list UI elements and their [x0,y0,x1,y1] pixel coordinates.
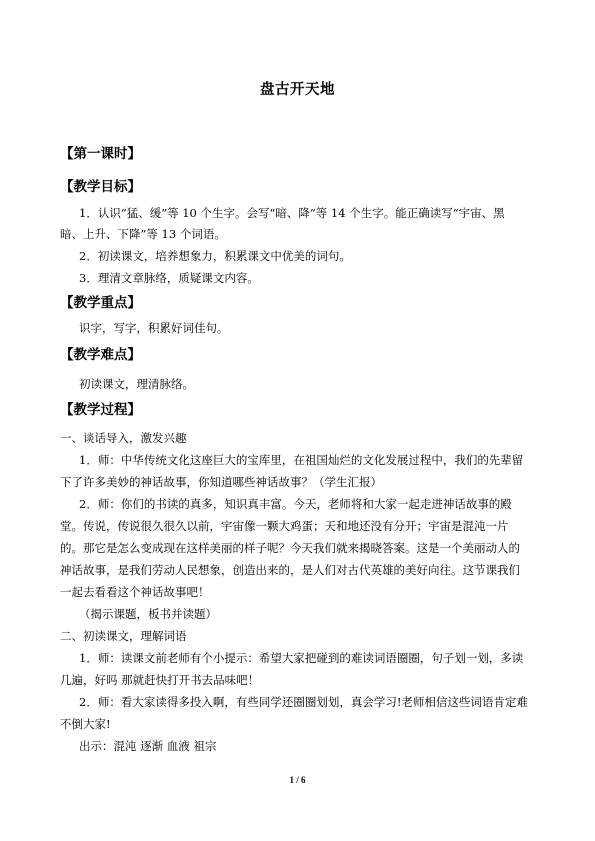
goal-line: 暗、上升、下降”等 13 个词语。 [60,227,226,241]
process-line: 1．师：读课文前老师有个小提示：希望大家把碰到的难读词语圈圈，句子划一划，多读 [79,651,524,665]
difficulties-text: 初读课文，理清脉络。 [79,377,194,391]
process-line: 2．师：你们的书读的真多，知识真丰富。今天，老师将和大家一起走进神话故事的殿 [79,497,512,511]
process-line: 一、谈话导入，激发兴趣 [60,431,187,445]
heading-process: 【教学过程】 [60,402,141,418]
process-line: 不倒大家! [60,717,111,731]
process-line: 神话故事，是我们劳动人民想象，创造出来的，是人们对古代英雄的美好向往。这节课我们 [60,563,520,577]
goal-line: 1．认识“猛、缓”等 10 个生字。会写“暗、降”等 14 个生字。能正确读写“宇宙、黑 [79,206,505,220]
process-line: 一起去看看这个神话故事吧！ [60,585,210,599]
process-line: 1．师：中华传统文化这座巨大的宝库里，在祖国灿烂的文化发展过程中，我们的先辈留 [79,453,524,467]
heading-difficulties: 【教学难点】 [60,347,141,363]
heading-lesson: 【第一课时】 [60,146,141,162]
process-line: 出示：混沌 逐渐 血液 祖宗 [79,739,217,753]
heading-key-points: 【教学重点】 [60,295,141,311]
process-line: 二、初读课文，理解词语 [60,629,187,643]
page-number: 1 / 6 [289,775,306,785]
process-line: 的。那它是怎么变成现在这样美丽的样子呢？今天我们就来揭晓答案。这是一个美丽动人的 [60,541,520,555]
process-line: 2．师：看大家读得多投入啊，有些同学还圈圈划划，真会学习!老师相信这些词语肯定难 [79,695,528,709]
process-line: （揭示课题，板书并读题） [79,607,217,621]
key-points-text: 识字，写字，积累好词佳句。 [79,321,229,335]
page-title: 盘古开天地 [260,81,335,98]
process-line: 堂。传说，传说很久很久以前，宇宙像一颗大鸡蛋；天和地还没有分开；宇宙是混沌一片 [60,519,509,533]
process-line: 下了许多美妙的神话故事，你知道哪些神话故事？（学生汇报） [60,475,382,489]
goal-line: 3．理清文章脉络，质疑课文内容。 [79,271,259,285]
heading-goals: 【教学目标】 [60,179,141,195]
goal-line: 2．初读课文，培养想象力，积累课文中优美的词句。 [79,249,351,263]
process-line: 几遍，好吗 那就赶快打开书去品味吧！ [60,673,260,687]
